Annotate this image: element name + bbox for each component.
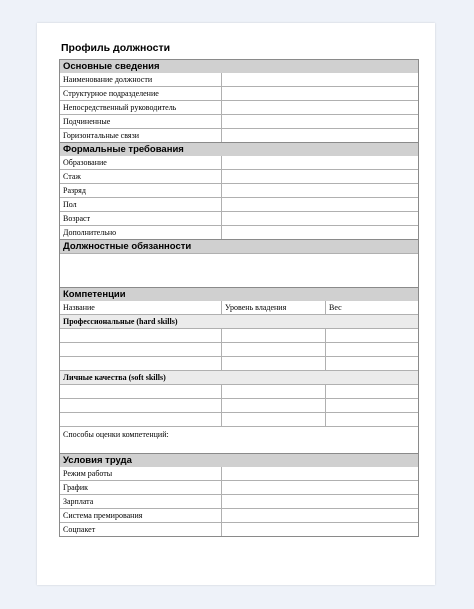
- formal-requirements-table: [60, 156, 418, 239]
- field-value-cell[interactable]: [222, 509, 419, 523]
- field-value-cell[interactable]: [222, 198, 419, 212]
- table-row: [60, 343, 418, 357]
- basic-info-table: [60, 73, 418, 142]
- table-row: [60, 385, 418, 399]
- page-title: Профиль должности: [61, 42, 171, 54]
- cell[interactable]: [222, 413, 326, 427]
- cell[interactable]: [222, 399, 326, 413]
- field-value-cell[interactable]: [222, 467, 419, 481]
- section-duties: [59, 239, 419, 288]
- section-header-competencies: Компетенции: [60, 288, 418, 301]
- table-row: [60, 156, 418, 170]
- field-value-cell[interactable]: [222, 170, 419, 184]
- section-formal-requirements: [59, 142, 419, 240]
- subheader-row: [60, 315, 418, 329]
- field-label: Режим работы: [60, 467, 222, 481]
- table-row: [60, 170, 418, 184]
- field-label: Образование: [60, 156, 222, 170]
- field-label: Возраст: [60, 212, 222, 226]
- duties-text-area[interactable]: [60, 253, 418, 287]
- table-row: [60, 467, 418, 481]
- field-value-cell[interactable]: [222, 523, 419, 537]
- table-row: [60, 198, 418, 212]
- field-value-cell[interactable]: [222, 212, 419, 226]
- field-value-cell[interactable]: [222, 481, 419, 495]
- table-row: [60, 481, 418, 495]
- competencies-table: [60, 301, 418, 453]
- field-label: Дополнительно: [60, 226, 222, 240]
- document-page: [37, 23, 435, 585]
- cell[interactable]: [60, 357, 222, 371]
- field-value-cell[interactable]: [222, 101, 419, 115]
- cell[interactable]: [60, 343, 222, 357]
- field-label: Стаж: [60, 170, 222, 184]
- table-row: [60, 357, 418, 371]
- field-label: Зарплата: [60, 495, 222, 509]
- table-row: [60, 427, 418, 454]
- section-competencies: [59, 287, 419, 454]
- column-header-level: Уровень владения: [222, 301, 326, 315]
- table-row: [60, 73, 418, 87]
- subheader-row: [60, 371, 418, 385]
- table-row: [60, 495, 418, 509]
- job-profile-form: [59, 60, 419, 537]
- cell[interactable]: [326, 413, 419, 427]
- column-header-weight: Вес: [326, 301, 419, 315]
- cell[interactable]: [222, 329, 326, 343]
- field-value-cell[interactable]: [222, 495, 419, 509]
- table-header-row: [60, 301, 418, 315]
- table-row: [60, 413, 418, 427]
- table-row: [60, 329, 418, 343]
- cell[interactable]: [60, 399, 222, 413]
- field-label: Соцпакет: [60, 523, 222, 537]
- cell[interactable]: [326, 385, 419, 399]
- table-row: [60, 101, 418, 115]
- field-label: Пол: [60, 198, 222, 212]
- cell[interactable]: [222, 385, 326, 399]
- table-row: [60, 212, 418, 226]
- field-value-cell[interactable]: [222, 115, 419, 129]
- field-value-cell[interactable]: [222, 156, 419, 170]
- table-row: [60, 399, 418, 413]
- table-row: [60, 129, 418, 143]
- field-label: Структурное подразделение: [60, 87, 222, 101]
- field-value-cell[interactable]: [222, 184, 419, 198]
- assessment-methods-label: Способы оценки компетенций:: [60, 427, 418, 454]
- field-value-cell[interactable]: [222, 129, 419, 143]
- cell[interactable]: [60, 329, 222, 343]
- field-label: Непосредственный руководитель: [60, 101, 222, 115]
- section-working-conditions: [59, 453, 419, 537]
- cell[interactable]: [326, 343, 419, 357]
- subheader-hard-skills: Профессиональные (hard skills): [60, 315, 418, 329]
- field-label: Наименование должности: [60, 73, 222, 87]
- table-row: [60, 184, 418, 198]
- table-row: [60, 115, 418, 129]
- working-conditions-table: [60, 467, 418, 536]
- section-header-formal: Формальные требования: [60, 143, 418, 156]
- table-row: [60, 226, 418, 240]
- table-row: [60, 523, 418, 537]
- field-value-cell[interactable]: [222, 87, 419, 101]
- cell[interactable]: [326, 329, 419, 343]
- subheader-soft-skills: Личные качества (soft skills): [60, 371, 418, 385]
- field-label: График: [60, 481, 222, 495]
- section-header-conditions: Условия труда: [60, 454, 418, 467]
- cell[interactable]: [326, 357, 419, 371]
- field-label: Разряд: [60, 184, 222, 198]
- field-value-cell[interactable]: [222, 226, 419, 240]
- cell[interactable]: [326, 399, 419, 413]
- field-label: Горизонтальные связи: [60, 129, 222, 143]
- cell[interactable]: [222, 357, 326, 371]
- table-row: [60, 509, 418, 523]
- section-basic-info: [59, 59, 419, 143]
- cell[interactable]: [60, 385, 222, 399]
- table-row: [60, 87, 418, 101]
- field-label: Система премирования: [60, 509, 222, 523]
- column-header-name: Название: [60, 301, 222, 315]
- field-label: Подчиненные: [60, 115, 222, 129]
- section-header-duties: Должностные обязанности: [60, 240, 418, 253]
- field-value-cell[interactable]: [222, 73, 419, 87]
- cell[interactable]: [60, 413, 222, 427]
- section-header-basic: Основные сведения: [60, 60, 418, 73]
- cell[interactable]: [222, 343, 326, 357]
